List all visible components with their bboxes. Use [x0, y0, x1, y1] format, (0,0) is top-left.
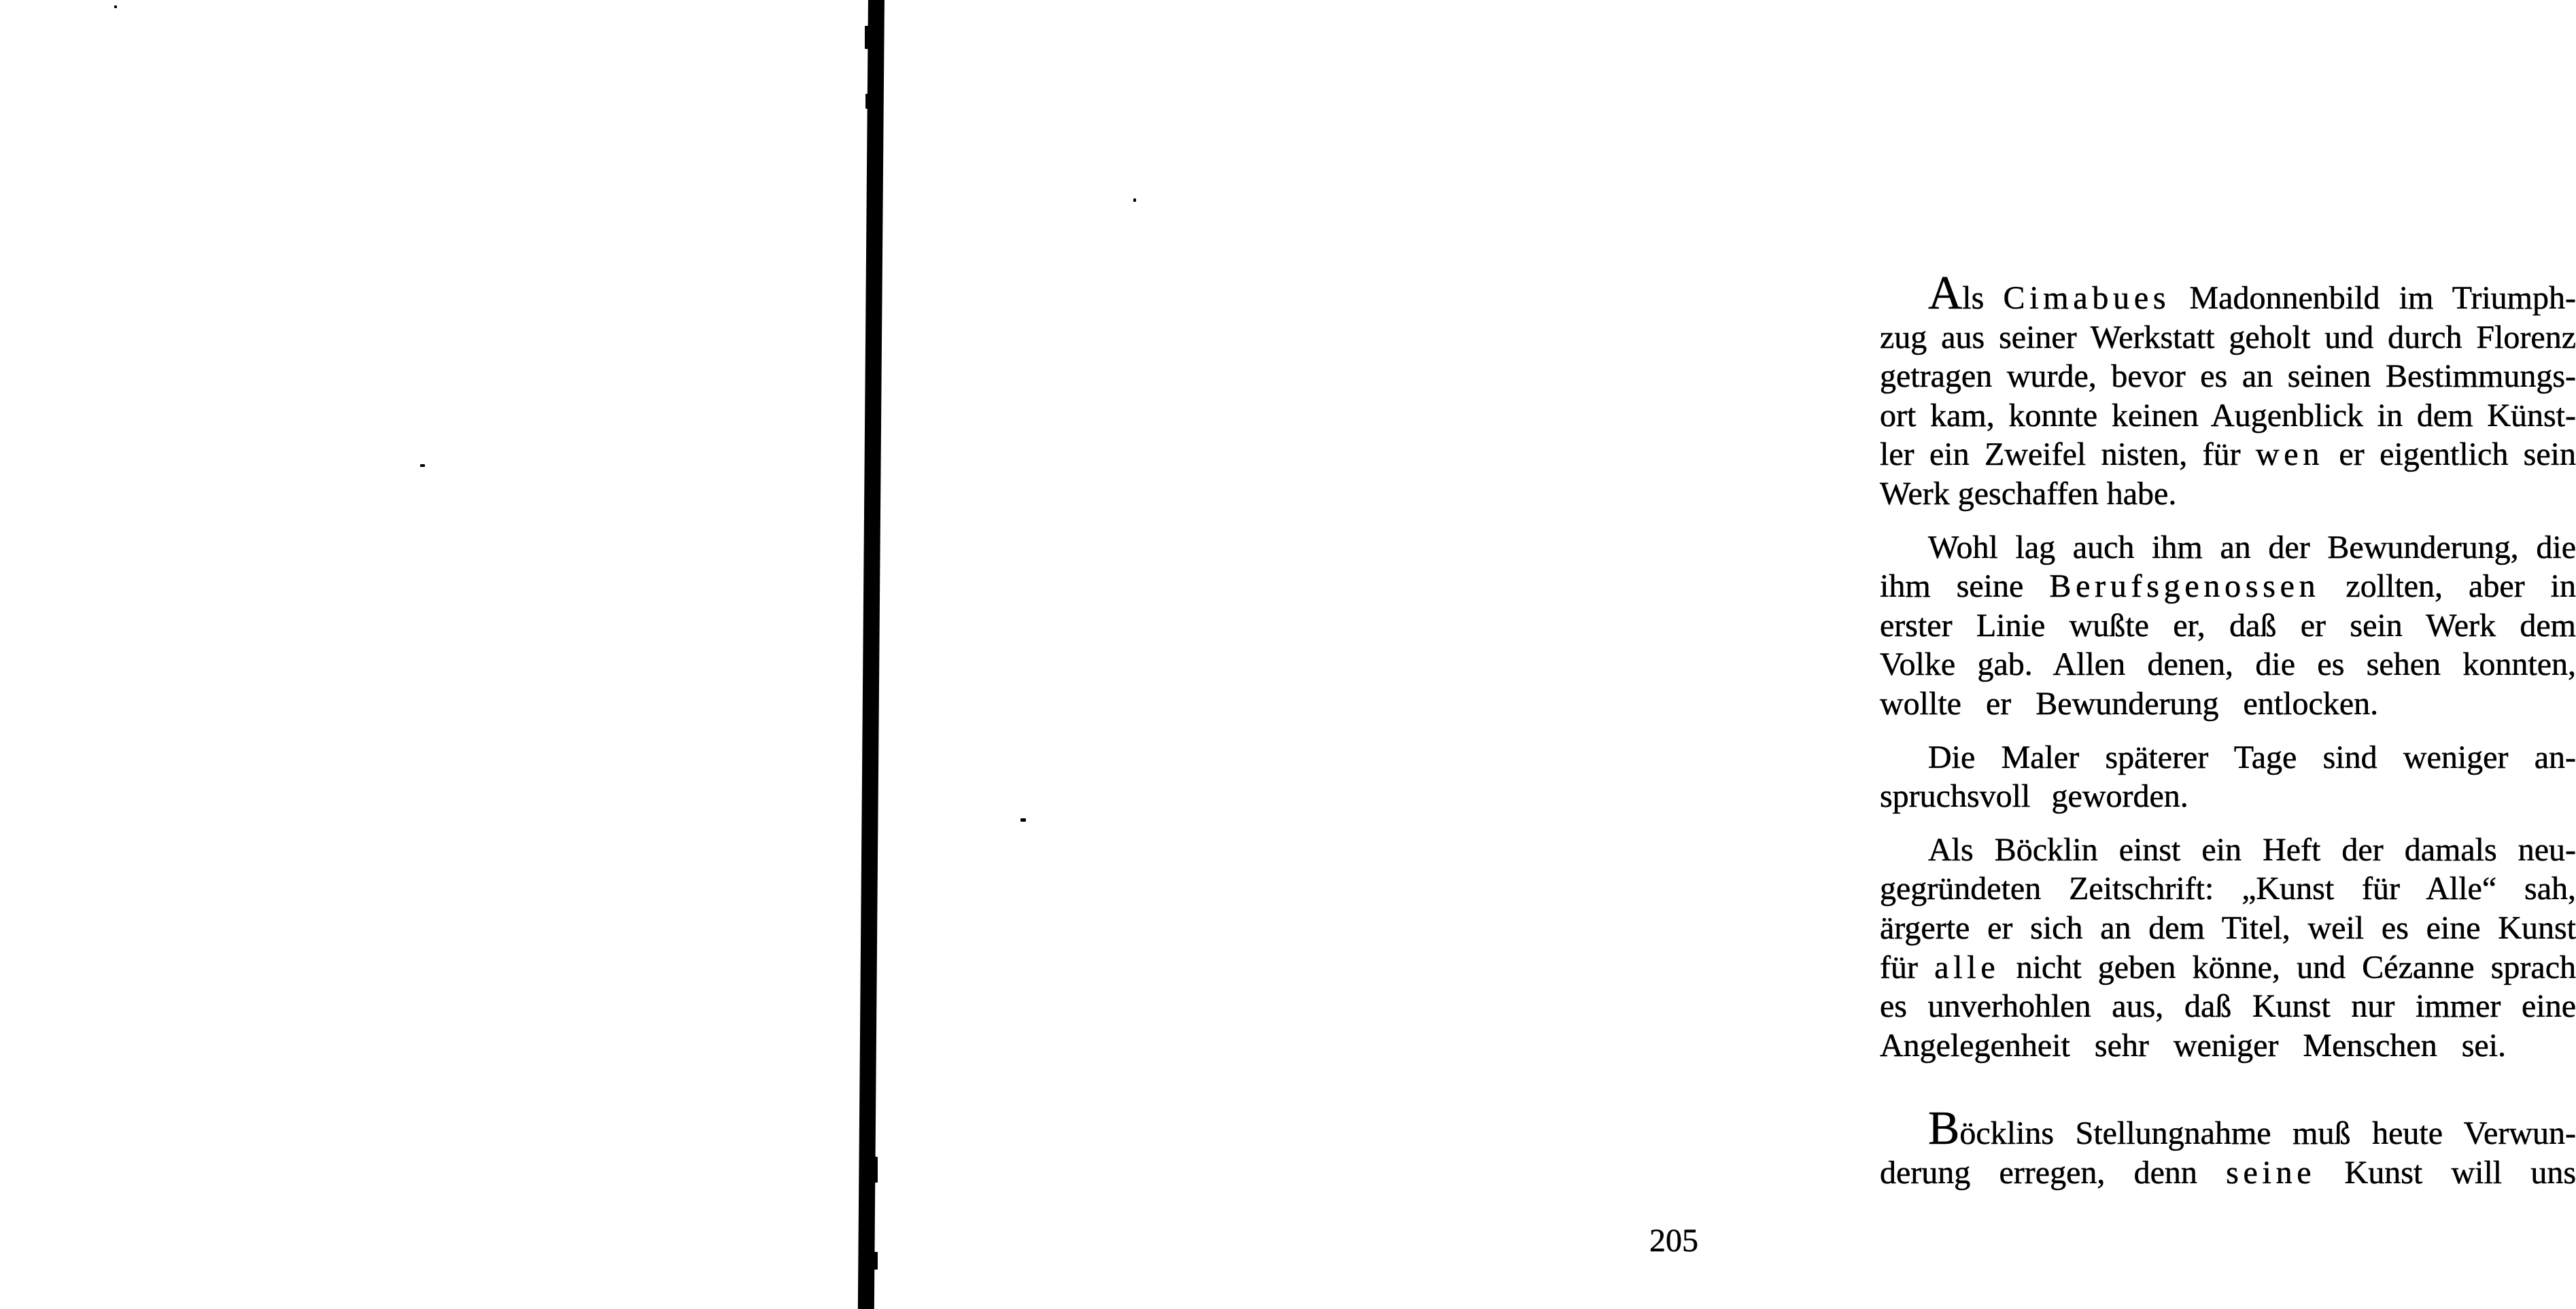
ink-speck — [874, 1252, 878, 1270]
letterspaced-word: Cimabues — [2003, 280, 2171, 316]
text-segment: nicht geben könne, und Cézanne sprach — [1999, 949, 2576, 985]
text-block — [1880, 267, 2576, 1192]
text-line — [1880, 474, 2576, 514]
text-line — [1880, 684, 2576, 724]
ink-speck — [865, 26, 869, 49]
text-line — [1880, 357, 2576, 396]
text-segment: wollte er Bewunderung entlocken. — [1880, 685, 2379, 722]
text-segment: Werk geschaffen habe. — [1880, 475, 2177, 512]
ink-speck — [114, 5, 117, 8]
paragraph — [1880, 738, 2576, 816]
text-segment: für — [1880, 949, 1935, 985]
text-line — [1880, 318, 2576, 357]
text-line — [1880, 1102, 2576, 1155]
text-segment: er eigentlich sein — [2324, 436, 2576, 473]
ink-speck — [1133, 198, 1136, 202]
text-line — [1880, 831, 2576, 870]
text-segment: ort kam, konnte keinen Augenblick in dem Künst- — [1880, 397, 2576, 434]
left-page — [0, 0, 868, 1305]
text-line — [1880, 606, 2576, 646]
letterspaced-word: Berufsgenossen — [2049, 568, 2320, 605]
letterspaced-word: seine — [2226, 1154, 2316, 1191]
text-segment: Volke gab. Allen denen, die es sehen konnten, — [1880, 646, 2576, 683]
text-line — [1880, 948, 2576, 988]
text-segment: zug aus seiner Werkstatt geholt und durch Florenz — [1880, 319, 2576, 355]
text-segment: gegründeten Zeitschrift: „Kunst für Alle“ sah, — [1880, 871, 2576, 907]
text-line — [1880, 738, 2576, 778]
ink-speck — [865, 94, 869, 109]
ink-speck — [870, 735, 874, 763]
text-segment: Die Maler späterer Tage sind weniger an- — [1928, 739, 2576, 775]
text-segment: spruchsvoll geworden. — [1880, 778, 2188, 815]
letterspaced-word: alle — [1934, 949, 2000, 985]
page-number: 205 — [1649, 1223, 1698, 1259]
ink-speck — [874, 1157, 878, 1183]
text-segment: Angelegenheit sehr weniger Menschen sei. — [1880, 1027, 2507, 1064]
right-page — [886, 0, 2576, 1305]
text-line — [1880, 567, 2576, 606]
ink-speck — [868, 416, 872, 430]
text-line — [1880, 1026, 2576, 1066]
text-line — [1880, 528, 2576, 568]
text-segment: getragen wurde, bevor es an seinen Bestimmungs- — [1880, 358, 2576, 395]
paragraph — [1880, 831, 2576, 1066]
text-segment: ls — [1962, 280, 2004, 316]
text-segment: Madonnenbild im Triumph- — [2170, 280, 2576, 316]
text-line — [1880, 396, 2576, 436]
text-line — [1880, 869, 2576, 909]
text-segment: Als Böcklin einst ein Heft der damals neu- — [1928, 831, 2576, 868]
text-line — [1880, 645, 2576, 684]
enlarged-initial: B — [1928, 1102, 1960, 1155]
text-line — [1880, 777, 2576, 816]
text-line — [1880, 1153, 2576, 1193]
text-line — [1880, 435, 2576, 474]
text-line — [1880, 909, 2576, 948]
text-segment: zollten, aber in — [2320, 568, 2576, 605]
text-segment: es unverhohlen aus, daß Kunst nur immer eine — [1880, 988, 2576, 1025]
text-line — [1880, 987, 2576, 1026]
text-line — [1880, 267, 2576, 319]
text-segment: derung erregen, denn — [1880, 1154, 2227, 1191]
text-segment: Wohl lag auch ihm an der Bewunderung, die — [1928, 529, 2576, 565]
text-segment: Kunst will uns — [2316, 1154, 2576, 1191]
paragraph — [1880, 1102, 2576, 1192]
ink-speck — [868, 352, 872, 382]
ink-speck — [420, 464, 425, 467]
ink-speck — [1020, 818, 1026, 822]
text-segment: ihm seine — [1880, 568, 2050, 605]
text-segment: ärgerte er sich an dem Titel, weil es eine Kunst — [1880, 909, 2576, 946]
text-segment: erster Linie wußte er, daß er sein Werk dem — [1880, 607, 2576, 644]
paragraph — [1880, 267, 2576, 514]
letterspaced-word: wen — [2255, 436, 2324, 473]
ink-speck — [872, 994, 876, 1014]
paragraph — [1880, 528, 2576, 724]
text-segment: öcklins Stellungnahme muß heute Verwun- — [1959, 1115, 2576, 1152]
enlarged-initial: A — [1928, 267, 1963, 319]
text-segment: ler ein Zweifel nisten, für — [1880, 436, 2256, 473]
